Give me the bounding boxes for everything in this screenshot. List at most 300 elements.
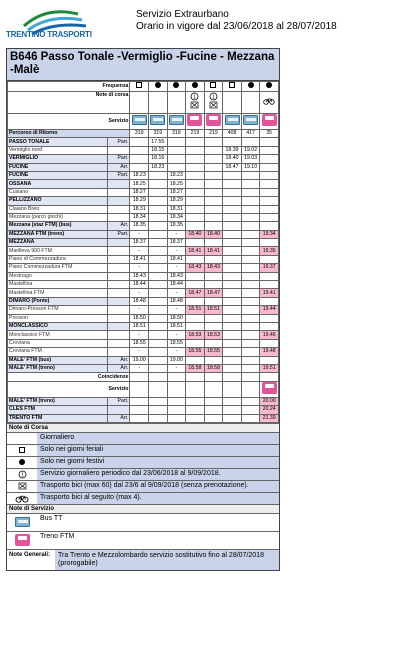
coincidenze-row <box>8 373 279 381</box>
trip-number: 417 <box>241 130 260 138</box>
time-cell: 18.37 <box>130 239 149 247</box>
svg-text:1: 1 <box>20 472 24 479</box>
stop-type <box>108 180 130 188</box>
time-cell <box>186 272 205 280</box>
bus-icon <box>169 115 184 125</box>
time-cell: 19.46 <box>260 331 279 339</box>
time-cell: 18.25 <box>130 180 149 188</box>
freq-cell <box>149 82 168 92</box>
time-cell <box>149 348 168 356</box>
timetable <box>7 81 279 423</box>
stop-type <box>108 272 130 280</box>
trip-number: 319 <box>149 130 168 138</box>
time-cell <box>223 306 242 314</box>
time-cell: 18.55 <box>167 339 186 347</box>
time-cell <box>223 230 242 238</box>
stop-row <box>8 322 279 330</box>
train-icon <box>206 114 221 126</box>
time-cell <box>260 322 279 330</box>
stop-name: Mezzana (parco giochi) <box>8 213 108 221</box>
stop-type <box>108 197 130 205</box>
time-cell <box>223 171 242 179</box>
legend-item: Solo nei giorni festivi <box>7 456 279 468</box>
time-cell <box>204 171 223 179</box>
time-cell <box>204 339 223 347</box>
time-cell <box>241 222 260 230</box>
time-cell <box>204 222 223 230</box>
legend <box>7 423 279 570</box>
time-cell <box>204 205 223 213</box>
time-cell: 18.40 <box>204 230 223 238</box>
bus-icon <box>243 115 258 125</box>
time-cell <box>241 348 260 356</box>
time-cell: - <box>167 364 186 372</box>
time-cell: 19.37 <box>260 264 279 272</box>
time-cell: 18.40 <box>186 230 205 238</box>
time-cell <box>149 289 168 297</box>
general-notes-text: Tra Trento e Mezzolombardo servizio sostitutivo fino al 28/07/2018 (prorogabile) <box>55 550 279 570</box>
freq-cell <box>130 82 149 92</box>
freq-cell <box>167 82 186 92</box>
stop-row <box>8 306 279 314</box>
holiday-dot-icon <box>173 82 179 88</box>
time-cell <box>223 247 242 255</box>
holiday-dot-icon <box>266 82 272 88</box>
time-cell <box>260 213 279 221</box>
time-cell: - <box>130 364 149 372</box>
time-cell <box>149 314 168 322</box>
weekday-square-icon <box>229 82 235 88</box>
time-cell <box>260 155 279 163</box>
time-cell <box>260 188 279 196</box>
time-cell <box>241 264 260 272</box>
time-cell <box>223 239 242 247</box>
connection-stop: CLES FTM <box>8 406 108 414</box>
time-cell: 18.48 <box>130 297 149 305</box>
time-cell <box>260 356 279 364</box>
time-cell: 18.58 <box>186 364 205 372</box>
time-cell <box>186 163 205 171</box>
stop-type <box>108 239 130 247</box>
freq-cell <box>204 82 223 92</box>
time-cell: 18.23 <box>149 163 168 171</box>
time-cell: 18.55 <box>204 348 223 356</box>
time-cell: 18.50 <box>130 314 149 322</box>
time-cell <box>149 272 168 280</box>
notes-label: Note di corsa <box>8 92 130 114</box>
stop-row <box>8 180 279 188</box>
stop-type <box>108 306 130 314</box>
route-title: B646 Passo Tonale -Vermiglio -Fucine - Mezzana -Malè <box>7 49 279 81</box>
stop-type: Arr. <box>108 356 130 364</box>
stop-row <box>8 171 279 179</box>
time-cell <box>186 281 205 289</box>
time-cell <box>149 247 168 255</box>
time-cell <box>186 356 205 364</box>
time-cell: 18.51 <box>167 322 186 330</box>
time-cell <box>204 180 223 188</box>
time-cell: 18.43 <box>167 272 186 280</box>
stop-name: DIMARO (Ponte) <box>8 297 108 305</box>
weekday-square-icon <box>19 447 25 453</box>
time-cell <box>204 197 223 205</box>
time-cell <box>204 356 223 364</box>
page-title <box>136 9 337 33</box>
stop-row <box>8 213 279 221</box>
connection-type <box>108 406 130 414</box>
stop-name: VERMIGLIO <box>8 155 108 163</box>
stop-type: Arr. <box>108 163 130 171</box>
percorso-label: Percorso di Ritorno <box>8 130 130 138</box>
general-notes-label: Note Generali: <box>9 551 51 558</box>
time-cell <box>223 197 242 205</box>
time-cell: 18.41 <box>167 255 186 263</box>
time-cell: 18.37 <box>167 239 186 247</box>
time-cell <box>167 146 186 154</box>
time-cell: 18.41 <box>130 255 149 263</box>
time-cell <box>167 163 186 171</box>
time-cell <box>149 331 168 339</box>
connection-type: Part. <box>108 397 130 405</box>
bus-icon <box>225 115 240 125</box>
time-cell <box>260 272 279 280</box>
time-cell: 18.39 <box>223 146 242 154</box>
time-cell: 18.50 <box>167 314 186 322</box>
time-cell <box>186 138 205 146</box>
time-cell <box>186 180 205 188</box>
time-cell <box>241 188 260 196</box>
time-cell: 18.44 <box>167 281 186 289</box>
train-icon <box>262 114 277 126</box>
connection-type: Arr. <box>108 414 130 422</box>
connection-time: 20.24 <box>260 406 279 414</box>
time-cell <box>223 281 242 289</box>
stop-type <box>108 247 130 255</box>
time-cell: 18.29 <box>167 197 186 205</box>
stop-type <box>108 322 130 330</box>
stop-row <box>8 364 279 372</box>
train-icon <box>262 382 277 394</box>
time-cell <box>260 255 279 263</box>
stop-row <box>8 146 279 154</box>
stop-name: MONCLASSICO <box>8 322 108 330</box>
time-cell <box>223 348 242 356</box>
time-cell: 19.02 <box>241 146 260 154</box>
time-cell: 18.44 <box>130 281 149 289</box>
time-cell: 18.16 <box>149 155 168 163</box>
time-cell <box>260 314 279 322</box>
time-cell <box>149 281 168 289</box>
connection-time: 20.00 <box>260 397 279 405</box>
notes-row <box>8 92 279 114</box>
time-cell <box>241 272 260 280</box>
time-cell: - <box>167 348 186 356</box>
time-cell <box>223 213 242 221</box>
stop-name: Croviana <box>8 339 108 347</box>
page-header <box>0 0 402 48</box>
stop-row <box>8 205 279 213</box>
time-cell <box>130 138 149 146</box>
time-cell <box>186 297 205 305</box>
bus-icon <box>132 115 147 125</box>
stop-row <box>8 281 279 289</box>
stop-name: OSSANA <box>8 180 108 188</box>
stop-row <box>8 348 279 356</box>
time-cell <box>167 155 186 163</box>
stop-row <box>8 255 279 263</box>
stop-name: MEZZANA <box>8 239 108 247</box>
time-cell <box>204 239 223 247</box>
time-cell <box>223 264 242 272</box>
time-cell: 18.25 <box>167 180 186 188</box>
time-cell: 18.40 <box>223 155 242 163</box>
frequency-label: Frequenza <box>8 82 130 92</box>
time-cell <box>149 264 168 272</box>
holiday-dot-icon <box>192 82 198 88</box>
freq-cell <box>223 82 242 92</box>
stop-row <box>8 222 279 230</box>
time-cell <box>241 205 260 213</box>
time-cell <box>149 197 168 205</box>
time-cell: - <box>167 230 186 238</box>
time-cell: 17.55 <box>149 138 168 146</box>
time-cell <box>149 180 168 188</box>
stop-row <box>8 331 279 339</box>
time-cell <box>223 322 242 330</box>
time-cell <box>186 322 205 330</box>
time-cell <box>186 205 205 213</box>
time-cell <box>149 213 168 221</box>
time-cell: 18.51 <box>204 306 223 314</box>
trip-number-row <box>8 130 279 138</box>
time-cell: 19.10 <box>241 163 260 171</box>
time-cell: - <box>130 289 149 297</box>
stop-name: FUCINE <box>8 171 108 179</box>
time-cell <box>204 163 223 171</box>
note-servizio-title: Note di Servizio <box>7 504 279 513</box>
trip-number: 219 <box>204 130 223 138</box>
bike-icon <box>15 494 29 503</box>
time-cell: 18.35 <box>130 222 149 230</box>
time-cell <box>149 255 168 263</box>
time-cell: 18.27 <box>130 188 149 196</box>
legend-item: Giornaliero <box>7 432 279 444</box>
bus-icon <box>150 115 165 125</box>
stop-type: Part. <box>108 171 130 179</box>
time-cell <box>241 247 260 255</box>
freq-cell <box>186 82 205 92</box>
time-cell: - <box>130 264 149 272</box>
stop-type <box>108 255 130 263</box>
legend-item: 1 Servizio giornaliero periodico dal 23/06/2018 al 9/09/2018. <box>7 468 279 480</box>
time-cell <box>241 297 260 305</box>
stop-name: Monclassico FTM <box>8 331 108 339</box>
time-cell <box>223 138 242 146</box>
time-cell <box>241 356 260 364</box>
periodic-circled-1-icon <box>190 92 199 110</box>
time-cell <box>223 356 242 364</box>
stop-row <box>8 138 279 146</box>
stop-name: Mastellina <box>8 281 108 289</box>
time-cell: 18.23 <box>130 171 149 179</box>
time-cell: - <box>130 306 149 314</box>
time-cell <box>149 322 168 330</box>
time-cell: - <box>130 247 149 255</box>
stop-row <box>8 289 279 297</box>
stop-name: MALE' FTM (bus) <box>8 356 108 364</box>
time-cell <box>241 171 260 179</box>
stop-name: PELLIZZANO <box>8 197 108 205</box>
time-cell: 18.35 <box>167 222 186 230</box>
time-cell: 18.29 <box>130 197 149 205</box>
time-cell: 18.27 <box>167 188 186 196</box>
time-cell <box>204 155 223 163</box>
weekday-square-icon <box>136 82 142 88</box>
time-cell <box>149 205 168 213</box>
time-cell <box>130 146 149 154</box>
stop-name: FUCINE <box>8 163 108 171</box>
time-cell: 18.41 <box>186 247 205 255</box>
stop-type <box>108 314 130 322</box>
time-cell <box>204 281 223 289</box>
brand-name: TRENTINO TRASPORTI <box>6 30 92 39</box>
time-cell <box>204 255 223 263</box>
time-cell <box>204 297 223 305</box>
frequency-row <box>8 82 279 92</box>
connection-row <box>8 397 279 405</box>
connection-stop: TRENTO FTM <box>8 414 108 422</box>
time-cell <box>204 138 223 146</box>
time-cell <box>149 364 168 372</box>
time-cell <box>223 205 242 213</box>
stop-name: PASSO TONALE <box>8 138 108 146</box>
time-cell <box>223 180 242 188</box>
time-cell: - <box>167 289 186 297</box>
time-cell: 19.48 <box>260 348 279 356</box>
legend-item: Trasporto bici (max 60) dal 23/6 al 9/09/2018 (senza prenotazione). <box>7 480 279 492</box>
stop-type <box>108 297 130 305</box>
legend-item: Solo nei giorni feriali <box>7 444 279 456</box>
time-cell <box>149 230 168 238</box>
time-cell: 19.51 <box>260 364 279 372</box>
time-cell: 18.47 <box>223 163 242 171</box>
bus-icon <box>15 517 30 527</box>
time-cell: 18.31 <box>130 205 149 213</box>
stop-name: MEZZANA FTM (treno) <box>8 230 108 238</box>
time-cell <box>130 163 149 171</box>
time-cell <box>241 364 260 372</box>
freq-cell <box>241 82 260 92</box>
time-cell <box>149 297 168 305</box>
weekday-square-icon <box>210 82 216 88</box>
stop-row <box>8 230 279 238</box>
time-cell <box>241 239 260 247</box>
time-cell: 18.41 <box>204 247 223 255</box>
timetable-sheet <box>6 48 280 571</box>
time-cell <box>260 171 279 179</box>
stop-name: Marilleva 900 FTM <box>8 247 108 255</box>
trip-number: 319 <box>130 130 149 138</box>
time-cell <box>223 314 242 322</box>
time-cell <box>186 155 205 163</box>
time-cell: 18.51 <box>186 306 205 314</box>
time-cell: 18.58 <box>204 364 223 372</box>
time-cell <box>260 239 279 247</box>
stop-name: Claiano Bivio <box>8 205 108 213</box>
general-notes <box>7 549 279 570</box>
time-cell <box>149 239 168 247</box>
stop-type: Part. <box>108 230 130 238</box>
time-cell <box>204 188 223 196</box>
time-cell: 18.31 <box>167 205 186 213</box>
connection-row <box>8 414 279 422</box>
time-cell <box>260 281 279 289</box>
time-cell <box>149 222 168 230</box>
trip-number: 219 <box>186 130 205 138</box>
time-cell: 18.34 <box>130 213 149 221</box>
trip-number: 408 <box>223 130 242 138</box>
time-cell: - <box>167 247 186 255</box>
time-cell: 19.03 <box>241 155 260 163</box>
time-cell <box>223 222 242 230</box>
time-cell <box>186 222 205 230</box>
connection-time: 21.39 <box>260 414 279 422</box>
stop-name: MALE' FTM (treno) <box>8 364 108 372</box>
stop-row <box>8 155 279 163</box>
time-cell: - <box>130 230 149 238</box>
stop-row <box>8 297 279 305</box>
time-cell: 18.53 <box>204 331 223 339</box>
stop-type <box>108 339 130 347</box>
time-cell: 19.00 <box>130 356 149 364</box>
service-legend-item: Treno FTM <box>7 531 279 549</box>
holiday-dot-icon <box>155 82 161 88</box>
time-cell <box>260 297 279 305</box>
svg-text:1: 1 <box>212 94 215 101</box>
time-cell <box>204 322 223 330</box>
time-cell <box>260 163 279 171</box>
time-cell <box>223 364 242 372</box>
title-line-2: Orario in vigore dal 23/06/2018 al 28/07/2018 <box>136 21 337 32</box>
time-cell <box>241 331 260 339</box>
time-cell <box>204 213 223 221</box>
time-cell <box>241 197 260 205</box>
time-cell <box>223 339 242 347</box>
holiday-dot-icon <box>19 459 25 465</box>
stop-row <box>8 314 279 322</box>
time-cell <box>186 171 205 179</box>
time-cell <box>260 180 279 188</box>
time-cell: 18.43 <box>186 264 205 272</box>
time-cell <box>223 331 242 339</box>
time-cell <box>149 306 168 314</box>
time-cell <box>186 213 205 221</box>
time-cell: 19.35 <box>260 247 279 255</box>
stop-name: Croviana FTM <box>8 348 108 356</box>
time-cell: 18.47 <box>186 289 205 297</box>
time-cell <box>260 339 279 347</box>
time-cell <box>186 339 205 347</box>
time-cell: 18.51 <box>130 322 149 330</box>
stop-name: Cusiano <box>8 188 108 196</box>
time-cell: 18.48 <box>167 297 186 305</box>
stop-name: Piano di Commezzadura <box>8 255 108 263</box>
time-cell <box>167 138 186 146</box>
time-cell <box>204 146 223 154</box>
service-legend-item: Bus TT <box>7 513 279 531</box>
time-cell: 19.41 <box>260 289 279 297</box>
connection-stop: MALE' FTM (treno) <box>8 397 108 405</box>
